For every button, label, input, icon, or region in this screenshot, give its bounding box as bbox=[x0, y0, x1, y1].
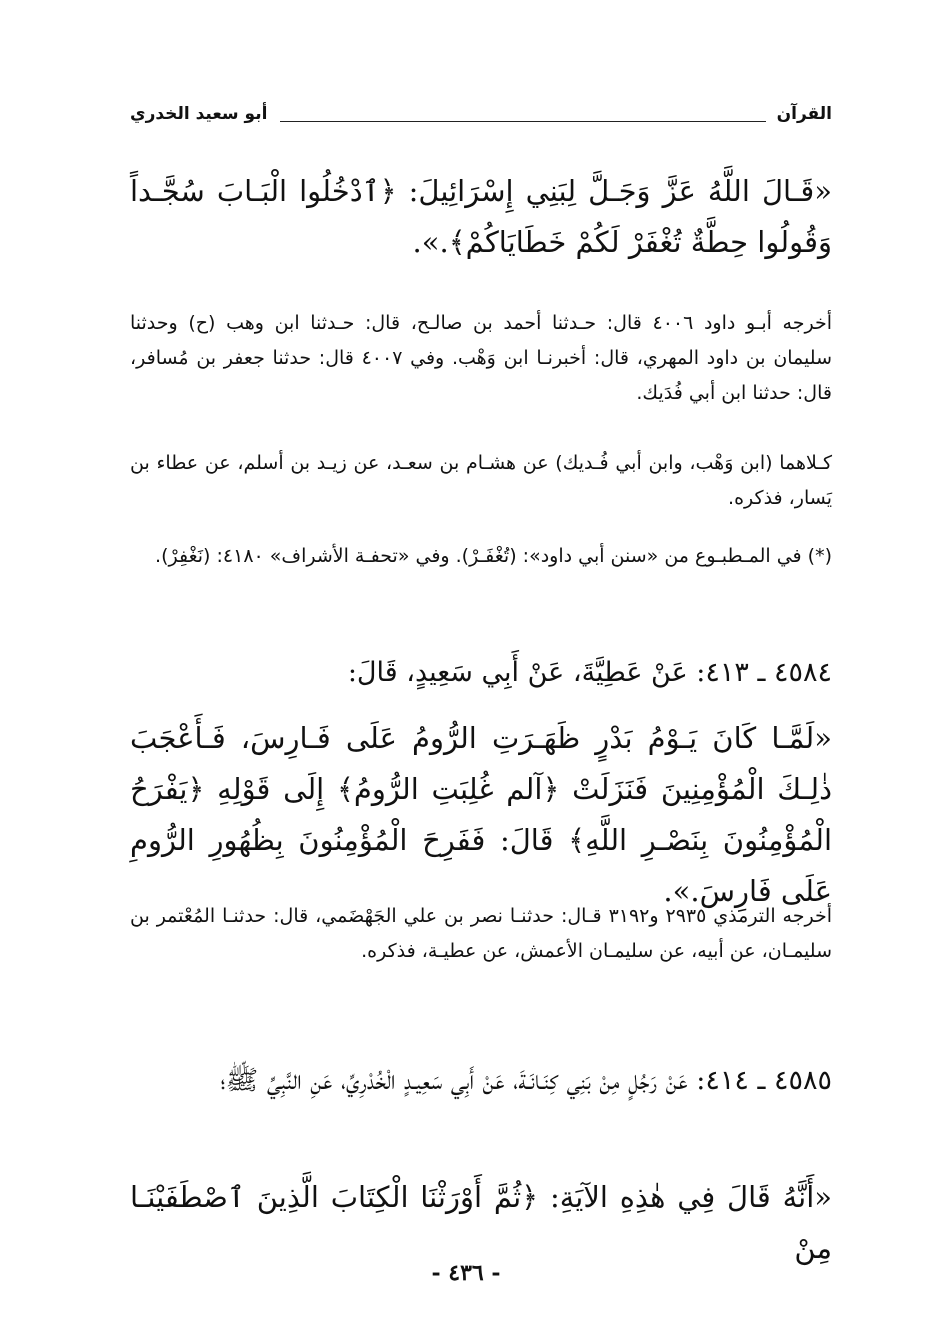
takhrij-note-2: كـلاهما (ابن وَهْب، وابن أبي فُـديك) عن هشـام بن سعـد، عن زيـد بن أسلم، عن عطاء بن يَسار، فذكره. bbox=[130, 452, 832, 509]
hadith-text-1: «قَـالَ اللَّهُ عَزَّ وَجَـلَّ لِبَنِي إِسْرَائِيلَ: ﴿ٱدْخُلُوا الْبَـابَ سُجَّـداً وَقُولُوا حِطَّةٌ تُغْفَرْ لَكُمْ خَطَايَاكُمْ﴾.». bbox=[130, 174, 832, 259]
footnote: (*) في المـطبـوع من «سنن أبي داود»: (تُغْفَـرْ). وفي «تحفـة الأشراف» ٤١٨٠: (نَغْفِرْ). bbox=[155, 545, 832, 567]
takhrij-note-3: أخرجه الترمذي ٢٩٣٥ و٣١٩٢ قـال: حدثنـا نصر بن علي الجَهْضَمي، قال: حدثنـا المُعْتمر بن سليمـان، عن أبيه، عن سليمـان الأعمش، عن عطيـة، فذكره. bbox=[130, 905, 832, 962]
hadith-text-3: «أَنَّهُ قَالَ فِي هٰذِهِ الآيَةِ: ﴿ثُمَّ أَوْرَثْنَا الْكِتَابَ الَّذِينَ ٱصْطَفَيْنَـا مِنْ bbox=[130, 1180, 832, 1265]
header-narrator: أبو سعيد الخدري bbox=[130, 104, 268, 124]
header-section-title: القرآن bbox=[776, 104, 832, 124]
hadith-text-2: «لَمَّـا كَانَ يَـوْمُ بَدْرٍ ظَهَـرَتِ الرُّومُ عَلَى فَـارِسَ، فَـأَعْجَبَ ذٰلِـكَ الْمُؤْمِنِينَ فَنَزَلَتْ ﴿آلم غُلِبَتِ الرُّومُ﴾ إِلَى قَوْلِهِ ﴿يَفْرَحُ الْمُؤْمِنُونَ بِنَصْـرِ اللَّهِ﴾ قَالَ: فَفَرِحَ الْمُؤْمِنُونَ بِظُهُورِ الرُّومِ عَلَى فَارِسَ.». bbox=[130, 721, 832, 908]
page-number: - ٤٣٦ - bbox=[431, 1260, 501, 1286]
page-header bbox=[130, 104, 832, 130]
hadith-heading-4585: ٤٥٨٥ ـ ٤١٤: عَنْ رَجُلٍ مِنْ بَنِي كِنَـانَـةَ، عَنْ أَبِي سَعِيـدٍ الْخُدْرِيِّ، عَنِ النَّبِيِّ ﷺ؛ bbox=[220, 1065, 832, 1096]
header-rule bbox=[280, 121, 766, 122]
takhrij-note-1: أخرجه أبـو داود ٤٠٠٦ قال: حـدثنا أحمد بن صالـح، قال: حـدثنا ابن وهب (ح) وحدثنا سليمان بن داود المهري، قال: أخبرنـا ابن وَهْب. وفي ٤٠٠٧ قال: حدثنا جعفر بن مُسافر، قال: حدثنا ابن أبي فُدَيك. bbox=[130, 312, 832, 404]
hadith-heading-4584: ٤٥٨٤ ـ ٤١٣: عَنْ عَطِيَّةَ، عَنْ أَبِي سَعِيدٍ، قَالَ: bbox=[347, 657, 832, 688]
